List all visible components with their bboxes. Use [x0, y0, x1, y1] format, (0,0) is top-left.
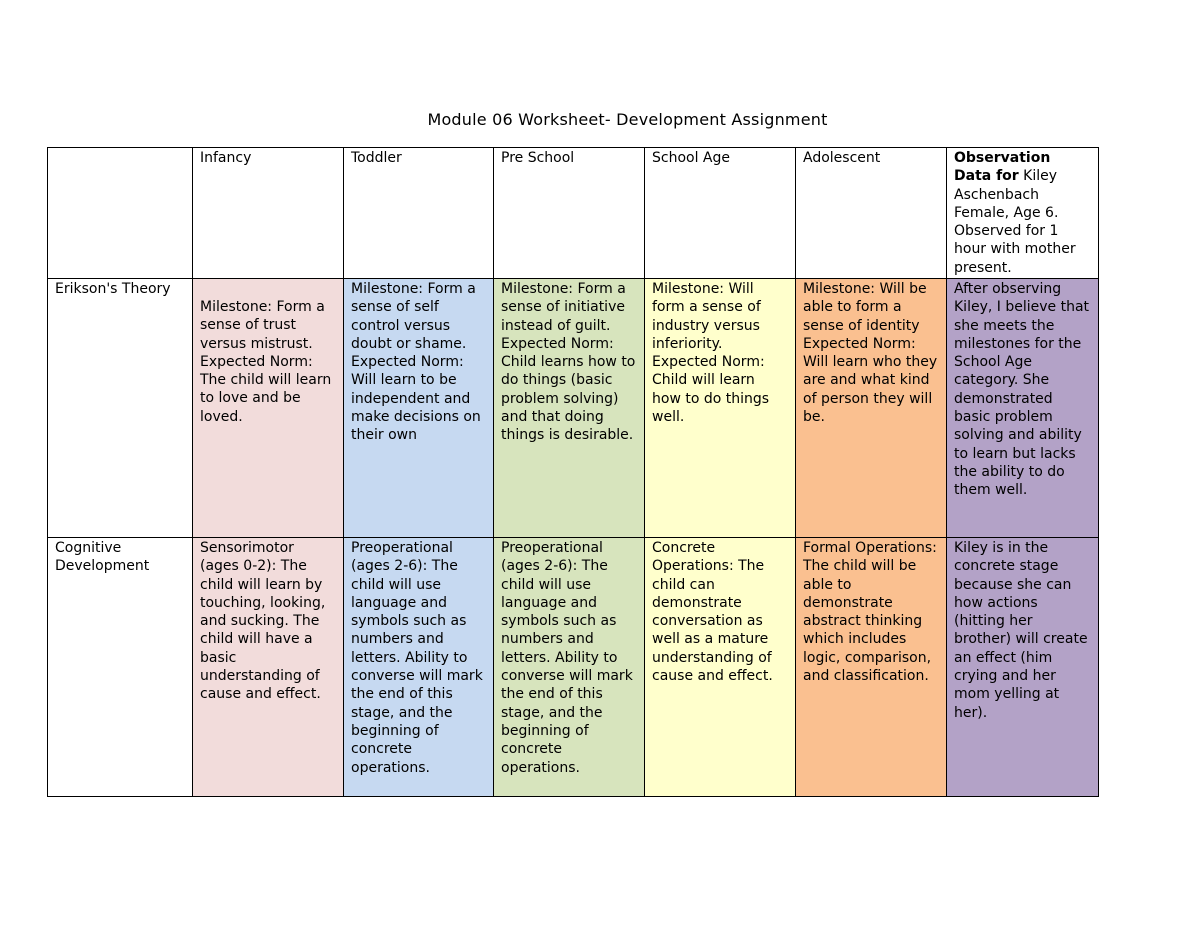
- development-table: [47, 147, 1099, 797]
- header-adolescent: Adolescent: [796, 148, 947, 279]
- header-observation-bold: Observation Data for: [954, 150, 1051, 185]
- cell-erikson-toddler: Milestone: Form a sense of self control versus doubt or shame. Expected Norm: Will learn to be independent and make decisions on their own: [344, 279, 494, 538]
- cell-erikson-adolescent: Milestone: Will be able to form a sense of identity Expected Norm: Will learn who they are and what kind of person they will be.: [796, 279, 947, 538]
- cell-erikson-observation: After observing Kiley, I believe that she meets the milestones for the School Age category. She demonstrated basic problem solving and ability to learn but lacks the ability to do them well.: [947, 279, 1099, 538]
- header-observation: [947, 148, 1099, 279]
- row-label-cognitive: Cognitive Development: [48, 538, 193, 797]
- cell-cognitive-toddler: Preoperational (ages 2-6): The child will use language and symbols such as numbers and letters. Ability to converse will mark the end of this stage, and the beginning of concrete operations.: [344, 538, 494, 797]
- header-preschool: Pre School: [494, 148, 645, 279]
- cell-erikson-school-age: Milestone: Will form a sense of industry versus inferiority. Expected Norm: Child will learn how to do things well.: [645, 279, 796, 538]
- cell-cognitive-school-age: Concrete Operations: The child can demonstrate conversation as well as a mature understanding of cause and effect.: [645, 538, 796, 797]
- table-row-erikson: [48, 279, 1099, 538]
- page-title: Module 06 Worksheet- Development Assignment: [427, 110, 828, 129]
- cell-cognitive-infancy: Sensorimotor (ages 0-2): The child will learn by touching, looking, and sucking. The child will have a basic understanding of cause and effect.: [193, 538, 344, 797]
- cell-erikson-infancy: [193, 279, 344, 538]
- cell-cognitive-adolescent: Formal Operations: The child will be able to demonstrate abstract thinking which includes logic, comparison, and classification.: [796, 538, 947, 797]
- header-corner-cell: [48, 148, 193, 279]
- header-toddler: Toddler: [344, 148, 494, 279]
- table-row-cognitive: [48, 538, 1099, 797]
- table-header-row: [48, 148, 1099, 279]
- cell-erikson-preschool: Milestone: Form a sense of initiative instead of guilt. Expected Norm: Child learns how to do things (basic problem solving) and that doing things is desirable.: [494, 279, 645, 538]
- cell-cognitive-preschool: Preoperational (ages 2-6): The child will use language and symbols such as numbers and letters. Ability to converse will mark the end of this stage, and the beginning of concrete operations.: [494, 538, 645, 797]
- cell-erikson-infancy-text: Milestone: Form a sense of trust versus mistrust. Expected Norm: The child will learn to love and be loved.: [200, 299, 332, 425]
- header-observation-details: Kiley Aschenbach Female, Age 6. Observed for 1 hour with mother present.: [954, 168, 1076, 276]
- header-school-age: School Age: [645, 148, 796, 279]
- row-label-erikson: Erikson's Theory: [48, 279, 193, 538]
- header-infancy: Infancy: [193, 148, 344, 279]
- cell-cognitive-observation: Kiley is in the concrete stage because she can how actions (hitting her brother) will create an effect (him crying and her mom yelling at her).: [947, 538, 1099, 797]
